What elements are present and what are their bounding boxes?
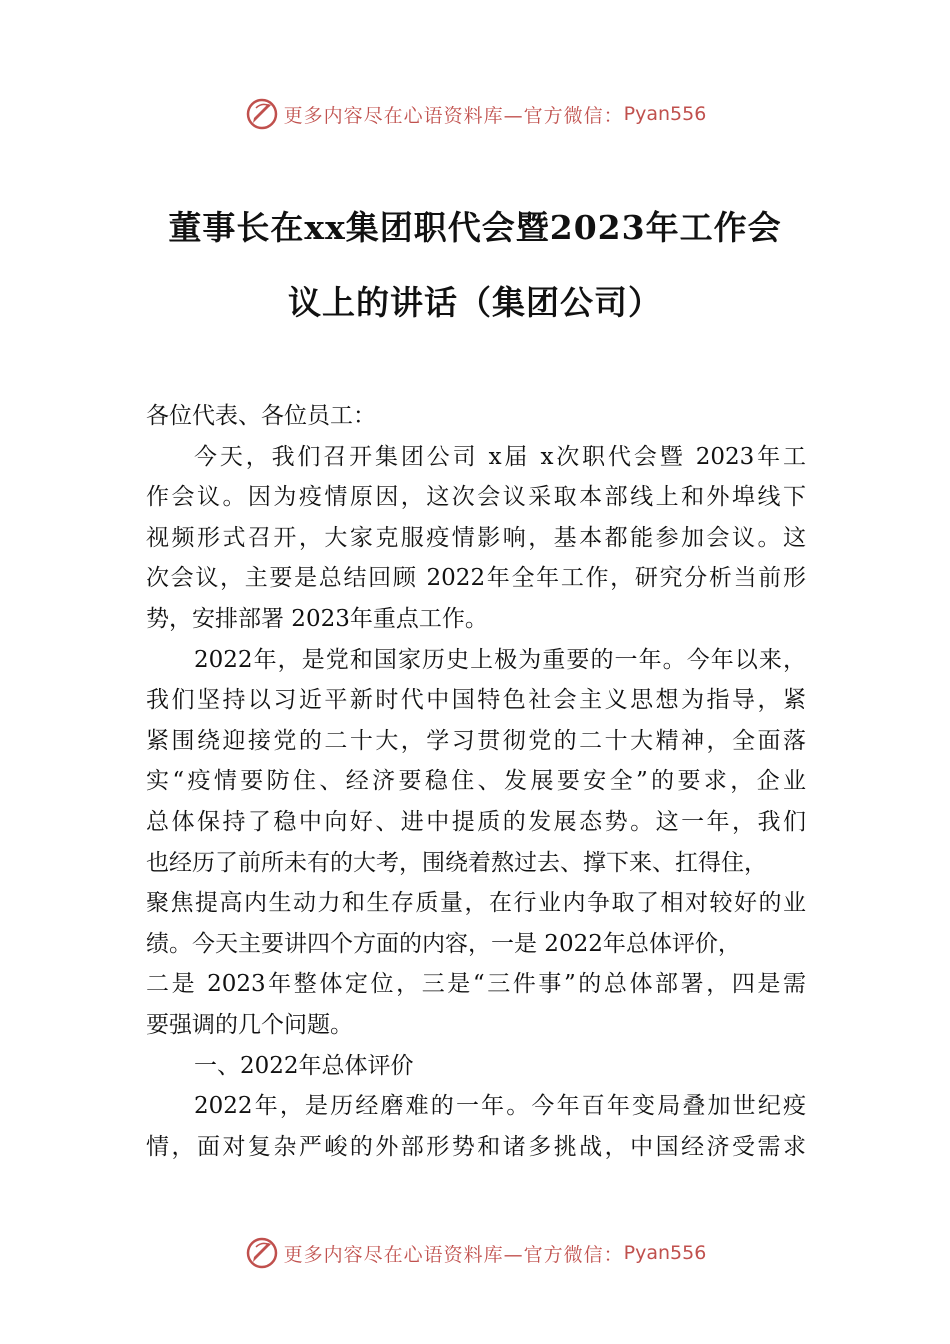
text-line: 情，面对复杂严峻的外部形势和诸多挑战，中国经济受需求	[146, 1133, 806, 1160]
text-line: 作会议。因为疫情原因，这次会议采取本部线上和外埠线下	[146, 484, 806, 511]
document-body	[146, 396, 806, 1167]
section-heading: 一、2022年总体评价	[194, 1052, 414, 1079]
text-line: 2022年，是历经磨难的一年。今年百年变局叠加世纪疫	[194, 1093, 806, 1120]
text-line: 视频形式召开，大家克服疫情影响，基本都能参加会议。这	[146, 524, 806, 551]
header-banner	[0, 94, 950, 134]
quill-seal-icon	[244, 1235, 280, 1271]
text-line: 总体保持了稳中向好、进中提质的发展态势。这一年，我们	[146, 808, 806, 835]
text-line: 实“疫情要防住、经济要稳住、发展要安全”的要求，企业	[146, 768, 806, 795]
text-line: 绩。今天主要讲四个方面的内容，一是 2022年总体评价，	[146, 930, 741, 957]
banner-text: 更多内容尽在心语资料库—官方微信：	[283, 104, 624, 127]
banner-account: Pyan556	[623, 103, 707, 125]
quill-seal-icon	[244, 96, 280, 132]
document-title-line-2: 议上的讲话（集团公司）	[288, 283, 662, 322]
text-line: 我们坚持以习近平新时代中国特色社会主义思想为指导，紧	[146, 687, 806, 714]
text-line: 势，安排部署 2023年重点工作。	[146, 605, 488, 632]
salutation: 各位代表、各位员工：	[146, 403, 376, 429]
text-line: 聚焦提高内生动力和生存质量，在行业内争取了相对较好的业	[146, 890, 806, 917]
text-line: 次会议，主要是总结回顾 2022年全年工作，研究分析当前形	[146, 565, 806, 592]
footer-banner	[0, 1233, 950, 1273]
text-line: 要强调的几个问题。	[146, 1011, 353, 1038]
banner-account: Pyan556	[623, 1242, 707, 1264]
text-line: 今天，我们召开集团公司 x届 x次职代会暨 2023年工	[194, 443, 806, 470]
banner-text: 更多内容尽在心语资料库—官方微信：	[283, 1243, 624, 1266]
text-line: 紧围绕迎接党的二十大，学习贯彻党的二十大精神，全面落	[146, 727, 806, 754]
document-title-line-1: 董事长在xx集团职代会暨2023年工作会	[168, 208, 782, 247]
text-line: 也经历了前所未有的大考，围绕着熬过去、撑下来、扛得住，	[146, 849, 767, 876]
text-line: 2022年，是党和国家历史上极为重要的一年。今年以来，	[194, 646, 806, 673]
text-line: 二是 2023年整体定位，三是“三件事”的总体部署，四是需	[146, 971, 806, 998]
